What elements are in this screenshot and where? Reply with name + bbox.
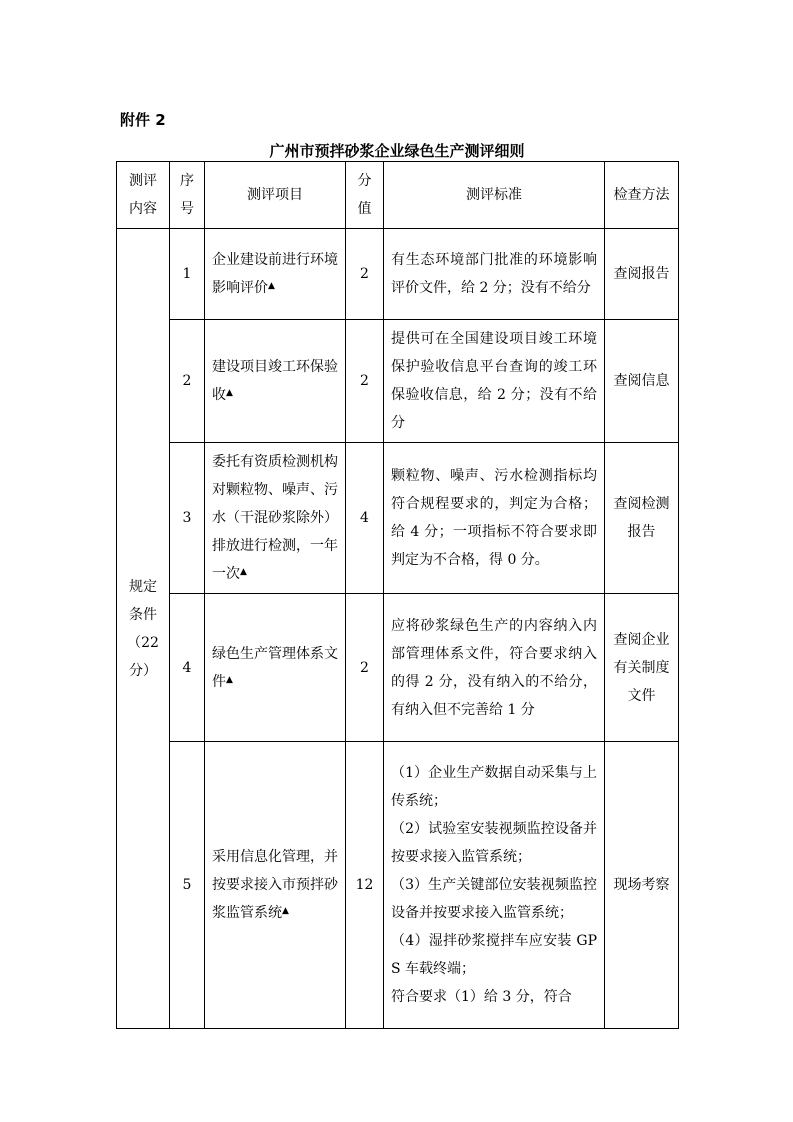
- category-points: （22 分）: [127, 634, 159, 679]
- key-item-mark: ▲: [226, 388, 233, 398]
- row-standard: 颗粒物、噪声、污水检测指标均符合规程要求的，判定为合格；给 4 分；一项指标不符合要求即判定为不合格，得 0 分。: [384, 443, 605, 594]
- header-content: 测评内容: [117, 162, 170, 229]
- row-item: [205, 443, 346, 594]
- row-score: 2: [346, 594, 384, 742]
- table-row: [117, 443, 679, 594]
- row-method: 查阅检测报告: [605, 443, 679, 594]
- header-standard: 测评标准: [384, 162, 605, 229]
- standard-item: （4）湿拌砂浆搅拌车应安装 GPS 车载终端；: [391, 933, 597, 977]
- category-name: 规定条件: [129, 578, 157, 623]
- row-score: 4: [346, 443, 384, 594]
- row-standard: 提供可在全国建设项目竣工环境保护验收信息平台查询的竣工环保验收信息，给 2 分；没有不给分: [384, 320, 605, 443]
- row-item-text: 委托有资质检测机构对颗粒物、噪声、污水（干混砂浆除外）排放进行检测，一年一次: [212, 454, 338, 582]
- table-row: [117, 320, 679, 443]
- header-item: 测评项目: [205, 162, 346, 229]
- row-score: 12: [346, 742, 384, 1029]
- category-cell: [117, 229, 170, 1029]
- table-row: [117, 229, 679, 320]
- row-item: [205, 229, 346, 320]
- row-seq: 2: [170, 320, 205, 443]
- criteria-table: [116, 161, 679, 1029]
- row-item: [205, 742, 346, 1029]
- standard-item: （1）企业生产数据自动采集与上传系统；: [391, 765, 597, 809]
- row-method: 查阅报告: [605, 229, 679, 320]
- row-item-text: 采用信息化管理，并按要求接入市预拌砂浆监管系统: [212, 849, 338, 921]
- row-standard: [384, 742, 605, 1029]
- key-item-mark: ▲: [240, 567, 247, 577]
- header-method: 检查方法: [605, 162, 679, 229]
- row-item-text: 绿色生产管理体系文件: [212, 645, 338, 690]
- table-row: [117, 594, 679, 742]
- row-seq: 5: [170, 742, 205, 1029]
- row-item: [205, 594, 346, 742]
- document-title: 广州市预拌砂浆企业绿色生产测评细则: [269, 142, 525, 160]
- row-score: 2: [346, 229, 384, 320]
- row-item-text: 企业建设前进行环境影响评价: [212, 252, 338, 296]
- key-item-mark: ▲: [282, 906, 289, 916]
- standard-item: （3）生产关键部位安装视频监控设备并按要求接入监管系统；: [391, 877, 597, 921]
- standard-item: （2）试验室安装视频监控设备并按要求接入监管系统；: [391, 821, 597, 865]
- table-row: [117, 742, 679, 1029]
- row-seq: 3: [170, 443, 205, 594]
- row-standard: 应将砂浆绿色生产的内容纳入内部管理体系文件，符合要求纳入的得 2 分，没有纳入的不给分，有纳入但不完善给 1 分: [384, 594, 605, 742]
- row-standard: 有生态环境部门批准的环境影响评价文件，给 2 分；没有不给分: [384, 229, 605, 320]
- row-method: 查阅企业有关制度文件: [605, 594, 679, 742]
- table-header-row: [117, 162, 679, 229]
- row-method: 查阅信息: [605, 320, 679, 443]
- header-score: 分值: [346, 162, 384, 229]
- header-seq: 序号: [170, 162, 205, 229]
- standard-item: 符合要求（1）给 3 分，符合: [391, 989, 572, 1005]
- row-seq: 1: [170, 229, 205, 320]
- row-score: 2: [346, 320, 384, 443]
- row-method: 现场考察: [605, 742, 679, 1029]
- key-item-mark: ▲: [268, 281, 275, 291]
- row-seq: 4: [170, 594, 205, 742]
- attachment-label: 附件 2: [120, 111, 166, 129]
- key-item-mark: ▲: [226, 674, 233, 685]
- row-item: [205, 320, 346, 443]
- row-item-text: 建设项目竣工环保验收: [212, 359, 338, 403]
